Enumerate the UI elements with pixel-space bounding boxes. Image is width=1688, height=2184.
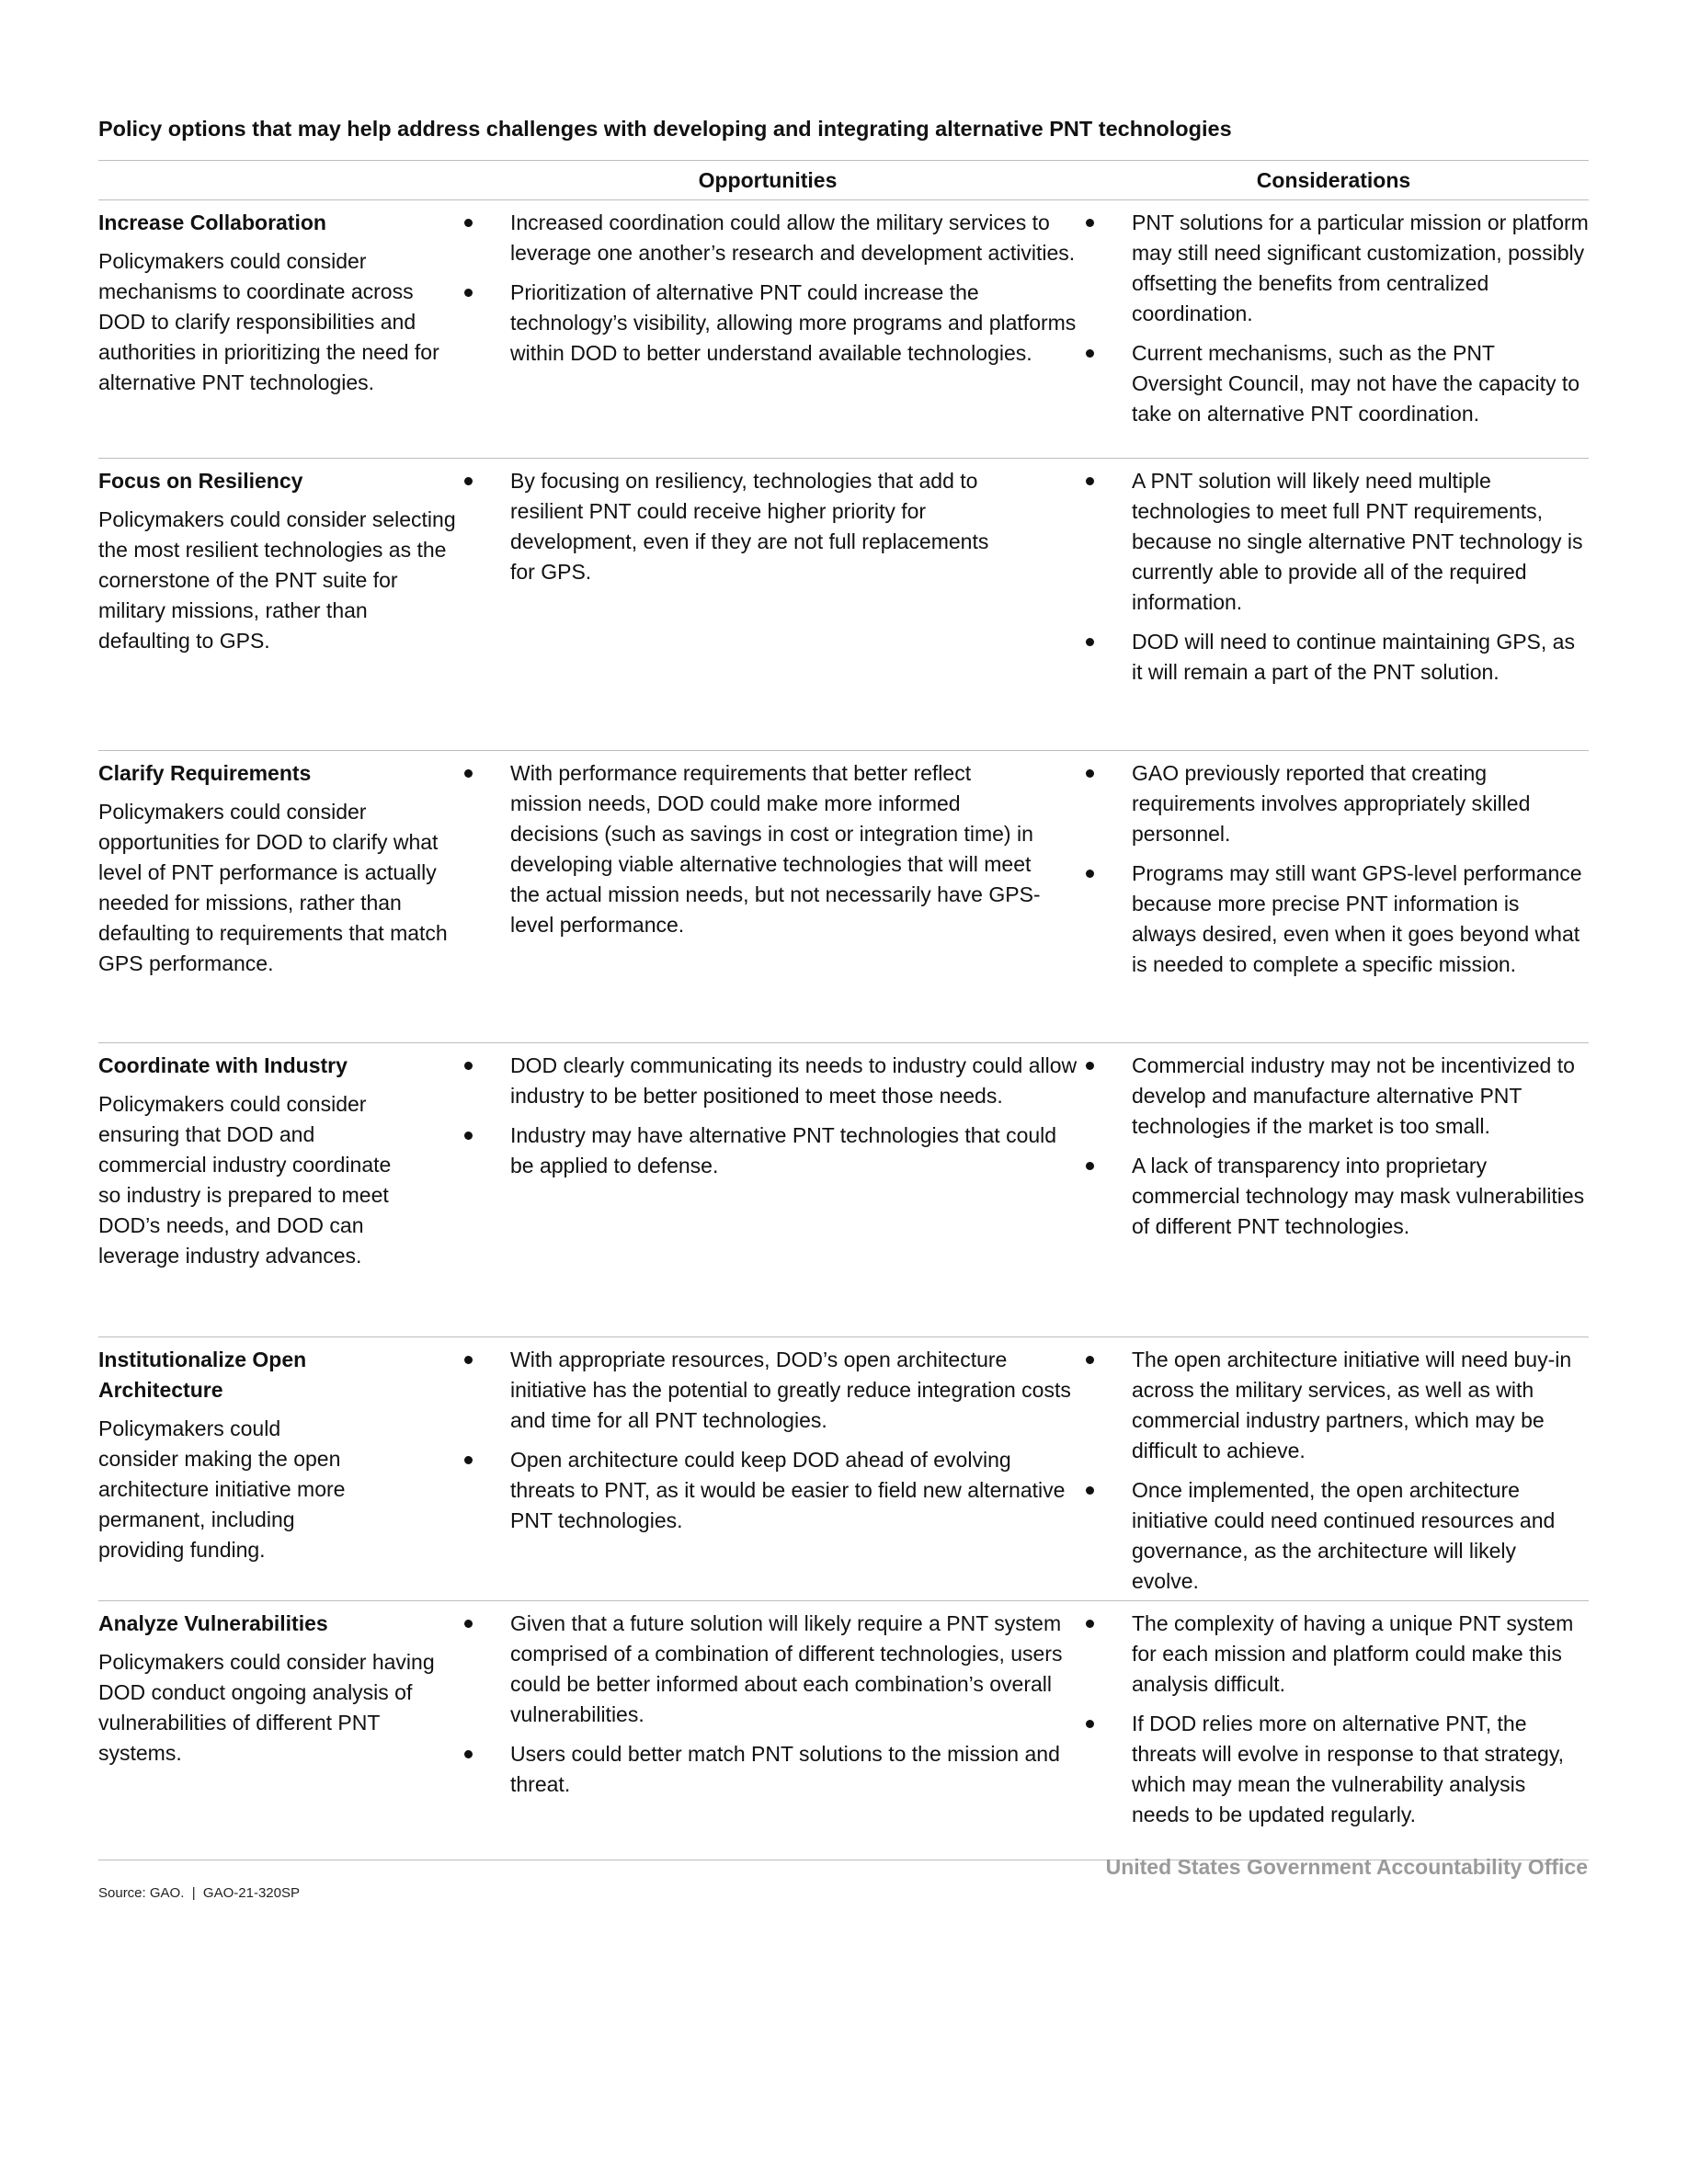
consideration-item: If DOD relies more on alternative PNT, the threats will evolve in response to that strategy, which may mean the vulnerability analysis needs to be updated regularly.	[1078, 1709, 1589, 1830]
policy-option-title: Increase Collaboration	[98, 210, 326, 234]
policy-option-title: Coordinate with Industry	[98, 1053, 348, 1077]
opportunity-item: DOD clearly communicating its needs to industry could allow industry to be better positioned to meet those needs.	[457, 1051, 1078, 1111]
considerations-cell	[1078, 200, 1589, 459]
opportunities-cell	[457, 459, 1078, 751]
policy-option-description: Policymakers could consider making the open architecture initiative more permanent, including providing funding.	[98, 1416, 346, 1562]
header-opportunities: Opportunities	[457, 161, 1078, 200]
opportunities-cell	[457, 751, 1078, 1043]
policy-option-title: Institutionalize Open Architecture	[98, 1348, 307, 1402]
table-row	[98, 1601, 1589, 1860]
header-policy-option	[98, 161, 457, 200]
consideration-item: A PNT solution will likely need multiple technologies to meet full PNT requirements, because no single alternative PNT technology is currently able to provide all of the required information.	[1078, 466, 1589, 618]
table-row	[98, 200, 1589, 459]
policy-option-description: Policymakers could consider ensuring that DOD and commercial industry coordinate so industry is prepared to meet DOD’s needs, and DOD can leverage industry advances.	[98, 1092, 392, 1268]
consideration-item: GAO previously reported that creating requirements involves appropriately skilled personnel.	[1078, 758, 1589, 849]
consideration-item: Commercial industry may not be incentivized to develop and manufacture alternative PNT technologies if the market is too small.	[1078, 1051, 1589, 1142]
consideration-item: The complexity of having a unique PNT system for each mission and platform could make this analysis difficult.	[1078, 1609, 1589, 1700]
opportunity-item: With performance requirements that better reflect mission needs, DOD could make more informed decisions (such as savings in cost or integration time) in developing viable alternative technologies that will meet the actual mission needs, but not necessarily have GPS-level performance.	[457, 758, 1078, 940]
footer-organization: United States Government Accountability Office	[1105, 1855, 1588, 1879]
source-note: Source: GAO. | GAO-21-320SP	[98, 1885, 300, 1901]
opportunity-item: Industry may have alternative PNT technologies that could be applied to defense.	[457, 1120, 1078, 1181]
table-row	[98, 459, 1589, 751]
opportunities-cell	[457, 200, 1078, 459]
considerations-cell	[1078, 1337, 1589, 1601]
table-header-row	[98, 161, 1589, 200]
policy-option-description: Policymakers could consider selecting the most resilient technologies as the cornerstone of the PNT suite for military missions, rather than defaulting to GPS.	[98, 507, 456, 653]
policy-option-title: Clarify Requirements	[98, 761, 312, 785]
consideration-item: Current mechanisms, such as the PNT Oversight Council, may not have the capacity to take on alternative PNT coordination.	[1078, 338, 1589, 429]
consideration-item: Programs may still want GPS-level performance because more precise PNT information is always desired, even when it goes beyond what is needed to complete a specific mission.	[1078, 859, 1589, 980]
opportunity-item: Increased coordination could allow the military services to leverage one another’s research and development activities.	[457, 208, 1078, 268]
policy-option-description: Policymakers could consider having DOD conduct ongoing analysis of vulnerabilities of different PNT systems.	[98, 1650, 435, 1765]
considerations-cell	[1078, 459, 1589, 751]
opportunities-cell	[457, 1601, 1078, 1860]
policy-option-description: Policymakers could consider opportunities for DOD to clarify what level of PNT performance is actually needed for missions, rather than defaulting to requirements that match GPS performance.	[98, 800, 448, 975]
consideration-item: Once implemented, the open architecture initiative could need continued resources and governance, as the architecture will likely evolve.	[1078, 1475, 1589, 1597]
policy-option-cell	[98, 1601, 457, 1860]
table-row	[98, 751, 1589, 1043]
consideration-item: DOD will need to continue maintaining GPS, as it will remain a part of the PNT solution.	[1078, 627, 1589, 688]
policy-option-cell	[98, 200, 457, 459]
considerations-cell	[1078, 1043, 1589, 1337]
policy-option-cell	[98, 1043, 457, 1337]
policy-option-cell	[98, 459, 457, 751]
opportunity-item: Prioritization of alternative PNT could increase the technology’s visibility, allowing more programs and platforms within DOD to better understand available technologies.	[457, 278, 1078, 369]
consideration-item: The open architecture initiative will need buy-in across the military services, as well as with commercial industry partners, which may be difficult to achieve.	[1078, 1345, 1589, 1466]
table-row	[98, 1043, 1589, 1337]
opportunity-item: Users could better match PNT solutions to the mission and threat.	[457, 1739, 1078, 1800]
policy-option-title: Analyze Vulnerabilities	[98, 1611, 328, 1635]
policy-options-table	[98, 160, 1589, 1860]
policy-option-cell	[98, 1337, 457, 1601]
opportunity-item: By focusing on resiliency, technologies that add to resilient PNT could receive higher priority for development, even if they are not full replacements for GPS.	[457, 466, 1078, 587]
consideration-item: A lack of transparency into proprietary commercial technology may mask vulnerabilities of different PNT technologies.	[1078, 1151, 1589, 1242]
considerations-cell	[1078, 751, 1589, 1043]
policy-option-cell	[98, 751, 457, 1043]
opportunity-item: With appropriate resources, DOD’s open architecture initiative has the potential to greatly reduce integration costs and time for all PNT technologies.	[457, 1345, 1078, 1436]
opportunities-cell	[457, 1043, 1078, 1337]
opportunities-cell	[457, 1337, 1078, 1601]
table-row	[98, 1337, 1589, 1601]
consideration-item: PNT solutions for a particular mission or platform may still need significant customization, possibly offsetting the benefits from centralized coordination.	[1078, 208, 1589, 329]
considerations-cell	[1078, 1601, 1589, 1860]
policy-option-description: Policymakers could consider mechanisms to coordinate across DOD to clarify responsibilities and authorities in prioritizing the need for alternative PNT technologies.	[98, 249, 439, 394]
opportunity-item: Given that a future solution will likely require a PNT system comprised of a combination of different technologies, users could be better informed about each combination’s overall vulnerabilities.	[457, 1609, 1078, 1730]
page-title: Policy options that may help address challenges with developing and integrating alternative PNT technologies	[98, 117, 1232, 141]
opportunity-item: Open architecture could keep DOD ahead of evolving threats to PNT, as it would be easier to field new alternative PNT technologies.	[457, 1445, 1078, 1536]
policy-option-title: Focus on Resiliency	[98, 469, 303, 493]
header-considerations: Considerations	[1078, 161, 1589, 200]
